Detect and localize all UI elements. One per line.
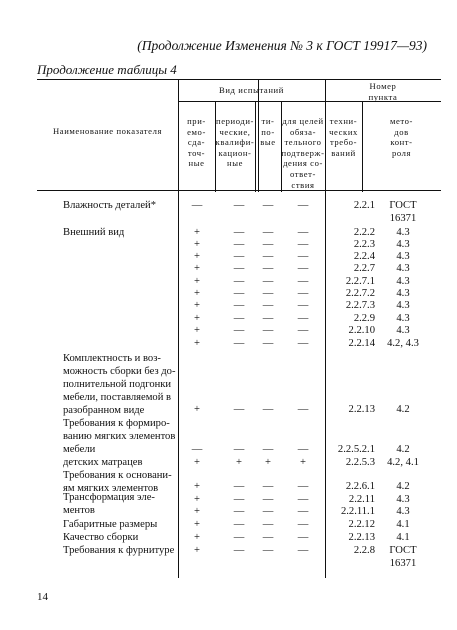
cell-method-ref: 4.2: [396, 404, 410, 415]
cell-acceptance: +: [194, 404, 200, 415]
cell-type: —: [262, 338, 274, 349]
cell-periodic: —: [233, 300, 245, 311]
cell-confirm: —: [297, 545, 309, 556]
col-confirm-header: для целей обяза- тельного подтверж- дения со- ответ- ствия: [281, 116, 325, 190]
cell-tech-ref: 2.2.6.1: [345, 481, 375, 492]
cell-method-ref: 4.3: [396, 276, 410, 287]
cell-tech-ref: 2.2.7.1: [345, 276, 375, 287]
cell-method-ref: 4.3: [396, 494, 410, 505]
cell-periodic: —: [233, 251, 245, 262]
cell-acceptance: +: [194, 227, 200, 238]
cell-tech-ref: 2.2.14: [348, 338, 375, 349]
cell-periodic: —: [233, 481, 245, 492]
col-name-header: Наименование показателя: [52, 126, 163, 136]
cell-type: —: [262, 519, 274, 530]
cell-type: —: [262, 288, 274, 299]
cell-acceptance: +: [194, 288, 200, 299]
cell-acceptance: +: [194, 276, 200, 287]
cell-type: —: [262, 263, 274, 274]
col-tech-header: техни- ческих требо- ваний: [329, 116, 358, 158]
cell-tech-ref: 2.2.13: [348, 532, 375, 543]
cell-type: —: [262, 276, 274, 287]
row-name: детских матрацев: [63, 457, 143, 468]
row-name: Комплектность и воз- можность сборки без до- полнительной подгонки мебели, поставляемой в разобранном виде: [63, 353, 176, 416]
cell-type: —: [262, 481, 274, 492]
cell-tech-ref: 2.2.4: [353, 251, 375, 262]
cell-type: +: [265, 457, 271, 468]
cell-type: —: [262, 404, 274, 415]
cell-periodic: —: [233, 338, 245, 349]
cell-confirm: +: [300, 457, 306, 468]
cell-periodic: —: [233, 444, 245, 455]
cell-periodic: —: [233, 288, 245, 299]
cell-acceptance: +: [194, 545, 200, 556]
cell-confirm: —: [297, 239, 309, 250]
cell-type: —: [262, 300, 274, 311]
cell-method-ref: 4.2: [396, 444, 410, 455]
cell-method-ref: 4.1: [396, 532, 410, 543]
cell-type: —: [262, 494, 274, 505]
cell-confirm: —: [297, 313, 309, 324]
row-name: Трансформация эле- ментов: [63, 492, 155, 516]
cell-periodic: —: [233, 519, 245, 530]
cell-tech-ref: 2.2.7: [353, 263, 375, 274]
cell-acceptance: +: [194, 251, 200, 262]
row-name: Требования к основани- ям мягких элементов: [63, 470, 172, 494]
cell-tech-ref: 2.2.5.2.1: [337, 444, 375, 455]
cell-method-ref: 4.2: [396, 481, 410, 492]
cell-acceptance: +: [194, 457, 200, 468]
table-header: [37, 79, 441, 191]
row-name: Качество сборки: [63, 532, 139, 543]
cell-confirm: —: [297, 276, 309, 287]
cell-method-ref: ГОСТ 16371: [389, 200, 417, 224]
cell-confirm: —: [297, 494, 309, 505]
cell-confirm: —: [297, 519, 309, 530]
cell-method-ref: 4.1: [396, 519, 410, 530]
cell-confirm: —: [297, 288, 309, 299]
cell-acceptance: +: [194, 506, 200, 517]
col-type-header: ти- по- вые: [260, 116, 276, 148]
cell-confirm: —: [297, 506, 309, 517]
cell-type: —: [262, 532, 274, 543]
cell-method-ref: 4.3: [396, 300, 410, 311]
cell-type: —: [262, 239, 274, 250]
page-header: (Продолжение Изменения № 3 к ГОСТ 19917—93): [137, 38, 427, 53]
cell-periodic: —: [233, 506, 245, 517]
cell-acceptance: —: [191, 444, 203, 455]
cell-tech-ref: 2.2.3: [353, 239, 375, 250]
cell-acceptance: +: [194, 300, 200, 311]
cell-method-ref: 4.3: [396, 239, 410, 250]
page-number: 14: [37, 591, 48, 603]
cell-tech-ref: 2.2.7.3: [345, 300, 375, 311]
cell-confirm: —: [297, 404, 309, 415]
cell-type: —: [262, 444, 274, 455]
cell-periodic: —: [233, 227, 245, 238]
cell-method-ref: 4.3: [396, 251, 410, 262]
cell-confirm: —: [297, 325, 309, 336]
cell-tech-ref: 2.2.1: [353, 200, 375, 211]
cell-acceptance: +: [194, 494, 200, 505]
cell-periodic: —: [233, 404, 245, 415]
col-acceptance-header: при- емо- сда- точ- ные: [187, 116, 206, 169]
cell-periodic: —: [233, 313, 245, 324]
cell-periodic: —: [233, 494, 245, 505]
cell-acceptance: —: [191, 200, 203, 211]
cell-periodic: —: [233, 200, 245, 211]
cell-periodic: —: [233, 532, 245, 543]
cell-acceptance: +: [194, 481, 200, 492]
cell-tech-ref: 2.2.7.2: [345, 288, 375, 299]
cell-method-ref: 4.3: [396, 263, 410, 274]
table-caption: Продолжение таблицы 4: [37, 62, 177, 77]
col-methods-header: мето- дов конт- роля: [389, 116, 414, 158]
cell-method-ref: 4.3: [396, 506, 410, 517]
row-name: Внешний вид: [63, 227, 125, 238]
cell-method-ref: 4.3: [396, 313, 410, 324]
cell-type: —: [262, 313, 274, 324]
cell-confirm: —: [297, 338, 309, 349]
row-name: Требования к формиро- ванию мягких элементов мебели: [63, 418, 176, 455]
cell-method-ref: 4.2, 4.3: [387, 338, 419, 349]
row-name: Требования к фурнитуре: [63, 545, 175, 556]
cell-confirm: —: [297, 300, 309, 311]
test-group-header: Вид испытаний: [219, 85, 284, 95]
cell-method-ref: ГОСТ 16371: [389, 545, 417, 569]
cell-tech-ref: 2.2.10: [348, 325, 375, 336]
row-name: Влажность деталей*: [63, 200, 157, 211]
cell-acceptance: +: [194, 313, 200, 324]
cell-tech-ref: 2.2.5.3: [345, 457, 375, 468]
cell-tech-ref: 2.2.12: [348, 519, 375, 530]
cell-confirm: —: [297, 227, 309, 238]
cell-acceptance: +: [194, 325, 200, 336]
cell-periodic: —: [233, 263, 245, 274]
cell-acceptance: +: [194, 263, 200, 274]
cell-confirm: —: [297, 251, 309, 262]
cell-method-ref: 4.3: [396, 227, 410, 238]
cell-method-ref: 4.3: [396, 288, 410, 299]
cell-acceptance: +: [194, 532, 200, 543]
cell-type: —: [262, 200, 274, 211]
cell-tech-ref: 2.2.2: [353, 227, 375, 238]
cell-periodic: —: [233, 239, 245, 250]
cell-type: —: [262, 325, 274, 336]
cell-confirm: —: [297, 200, 309, 211]
cell-tech-ref: 2.2.8: [353, 545, 375, 556]
cell-confirm: —: [297, 444, 309, 455]
cell-periodic: —: [233, 276, 245, 287]
cell-acceptance: +: [194, 239, 200, 250]
cell-method-ref: 4.2, 4.1: [387, 457, 419, 468]
number-group-header: Номер пункта: [368, 81, 398, 102]
cell-periodic: —: [233, 545, 245, 556]
cell-periodic: +: [236, 457, 242, 468]
cell-periodic: —: [233, 325, 245, 336]
cell-confirm: —: [297, 532, 309, 543]
cell-tech-ref: 2.2.9: [353, 313, 375, 324]
cell-tech-ref: 2.2.13: [348, 404, 375, 415]
cell-type: —: [262, 506, 274, 517]
cell-type: —: [262, 251, 274, 262]
cell-method-ref: 4.3: [396, 325, 410, 336]
cell-acceptance: +: [194, 338, 200, 349]
row-name: Габаритные размеры: [63, 519, 158, 530]
cell-tech-ref: 2.2.11: [348, 494, 375, 505]
col-periodic-header: периоди- ческие, квалифи- кацион- ные: [215, 116, 255, 169]
cell-acceptance: +: [194, 519, 200, 530]
cell-confirm: —: [297, 481, 309, 492]
cell-confirm: —: [297, 263, 309, 274]
cell-type: —: [262, 227, 274, 238]
cell-type: —: [262, 545, 274, 556]
cell-tech-ref: 2.2.11.1: [340, 506, 375, 517]
